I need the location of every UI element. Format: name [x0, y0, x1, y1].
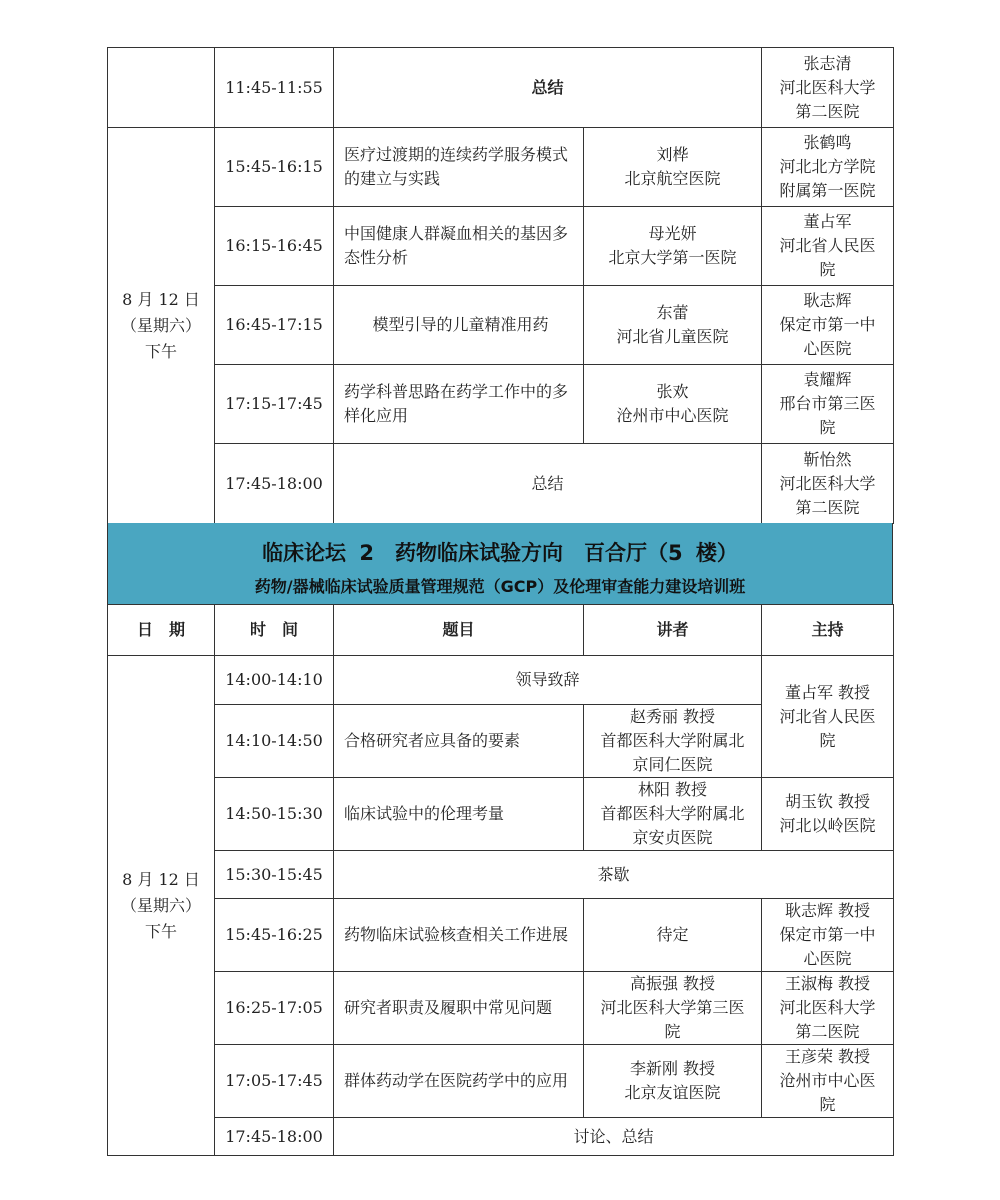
time-cell: 17:45-18:00 — [215, 444, 334, 524]
speaker-cell: 张欢 沧州市中心医院 — [584, 365, 762, 444]
time-cell: 16:25-17:05 — [215, 972, 334, 1045]
topic-cell: 总结 — [334, 444, 762, 524]
speaker-cell: 赵秀丽 教授 首都医科大学附属北 京同仁医院 — [584, 705, 762, 778]
header-host: 主持 — [762, 605, 894, 656]
topic-cell: 讨论、总结 — [334, 1118, 894, 1156]
date-cell: 8 月 12 日 （星期六） 下午 — [108, 128, 215, 524]
header-topic: 题目 — [334, 605, 584, 656]
time-cell: 17:45-18:00 — [215, 1118, 334, 1156]
host-cell: 靳怡然 河北医科大学 第二医院 — [762, 444, 894, 524]
host-cell: 张鹤鸣 河北北方学院 附属第一医院 — [762, 128, 894, 207]
time-cell: 14:10-14:50 — [215, 705, 334, 778]
host-cell: 董占军 河北省人民医 院 — [762, 207, 894, 286]
host-cell: 耿志辉 教授 保定市第一中 心医院 — [762, 899, 894, 972]
time-cell: 17:05-17:45 — [215, 1045, 334, 1118]
date-cell-empty — [108, 48, 215, 128]
topic-cell: 合格研究者应具备的要素 — [334, 705, 584, 778]
topic-cell: 总结 — [334, 48, 762, 128]
time-cell: 17:15-17:45 — [215, 365, 334, 444]
time-cell: 16:15-16:45 — [215, 207, 334, 286]
header-date: 日 期 — [108, 605, 215, 656]
topic-cell: 模型引导的儿童精准用药 — [334, 286, 584, 365]
topic-cell: 群体药动学在医院药学中的应用 — [334, 1045, 584, 1118]
section-banner — [107, 523, 893, 604]
schedule-table-2 — [107, 604, 894, 1156]
topic-cell: 临床试验中的伦理考量 — [334, 778, 584, 851]
topic-cell: 医疗过渡期的连续药学服务模式的建立与实践 — [334, 128, 584, 207]
speaker-cell: 高振强 教授 河北医科大学第三医 院 — [584, 972, 762, 1045]
speaker-cell: 李新刚 教授 北京友谊医院 — [584, 1045, 762, 1118]
schedule-table-1 — [107, 47, 894, 524]
time-cell: 14:50-15:30 — [215, 778, 334, 851]
host-cell: 耿志辉 保定市第一中 心医院 — [762, 286, 894, 365]
host-cell: 王彦荣 教授 沧州市中心医 院 — [762, 1045, 894, 1118]
date-cell: 8 月 12 日 （星期六） 下午 — [108, 656, 215, 1156]
speaker-cell: 东蕾 河北省儿童医院 — [584, 286, 762, 365]
topic-cell: 中国健康人群凝血相关的基因多态性分析 — [334, 207, 584, 286]
topic-cell: 茶歇 — [334, 851, 894, 899]
speaker-cell: 林阳 教授 首都医科大学附属北 京安贞医院 — [584, 778, 762, 851]
topic-cell: 药学科普思路在药学工作中的多样化应用 — [334, 365, 584, 444]
time-cell: 15:45-16:15 — [215, 128, 334, 207]
host-cell: 袁耀辉 邢台市第三医 院 — [762, 365, 894, 444]
speaker-cell: 刘桦 北京航空医院 — [584, 128, 762, 207]
topic-cell: 药物临床试验核查相关工作进展 — [334, 899, 584, 972]
host-cell: 张志清 河北医科大学 第二医院 — [762, 48, 894, 128]
banner-title: 临床论坛 2 药物临床试验方向 百合厅（5 楼） — [262, 541, 738, 565]
host-cell: 胡玉钦 教授 河北以岭医院 — [762, 778, 894, 851]
host-cell: 董占军 教授 河北省人民医 院 — [762, 656, 894, 778]
speaker-cell: 待定 — [584, 899, 762, 972]
time-cell: 14:00-14:10 — [215, 656, 334, 705]
header-time: 时 间 — [215, 605, 334, 656]
time-cell: 16:45-17:15 — [215, 286, 334, 365]
topic-cell: 研究者职责及履职中常见问题 — [334, 972, 584, 1045]
topic-cell: 领导致辞 — [334, 656, 762, 705]
banner-subtitle: 药物/器械临床试验质量管理规范（GCP）及伦理审查能力建设培训班 — [254, 577, 746, 596]
host-cell: 王淑梅 教授 河北医科大学 第二医院 — [762, 972, 894, 1045]
speaker-cell: 母光妍 北京大学第一医院 — [584, 207, 762, 286]
header-speaker: 讲者 — [584, 605, 762, 656]
time-cell: 15:30-15:45 — [215, 851, 334, 899]
time-cell: 11:45-11:55 — [215, 48, 334, 128]
time-cell: 15:45-16:25 — [215, 899, 334, 972]
